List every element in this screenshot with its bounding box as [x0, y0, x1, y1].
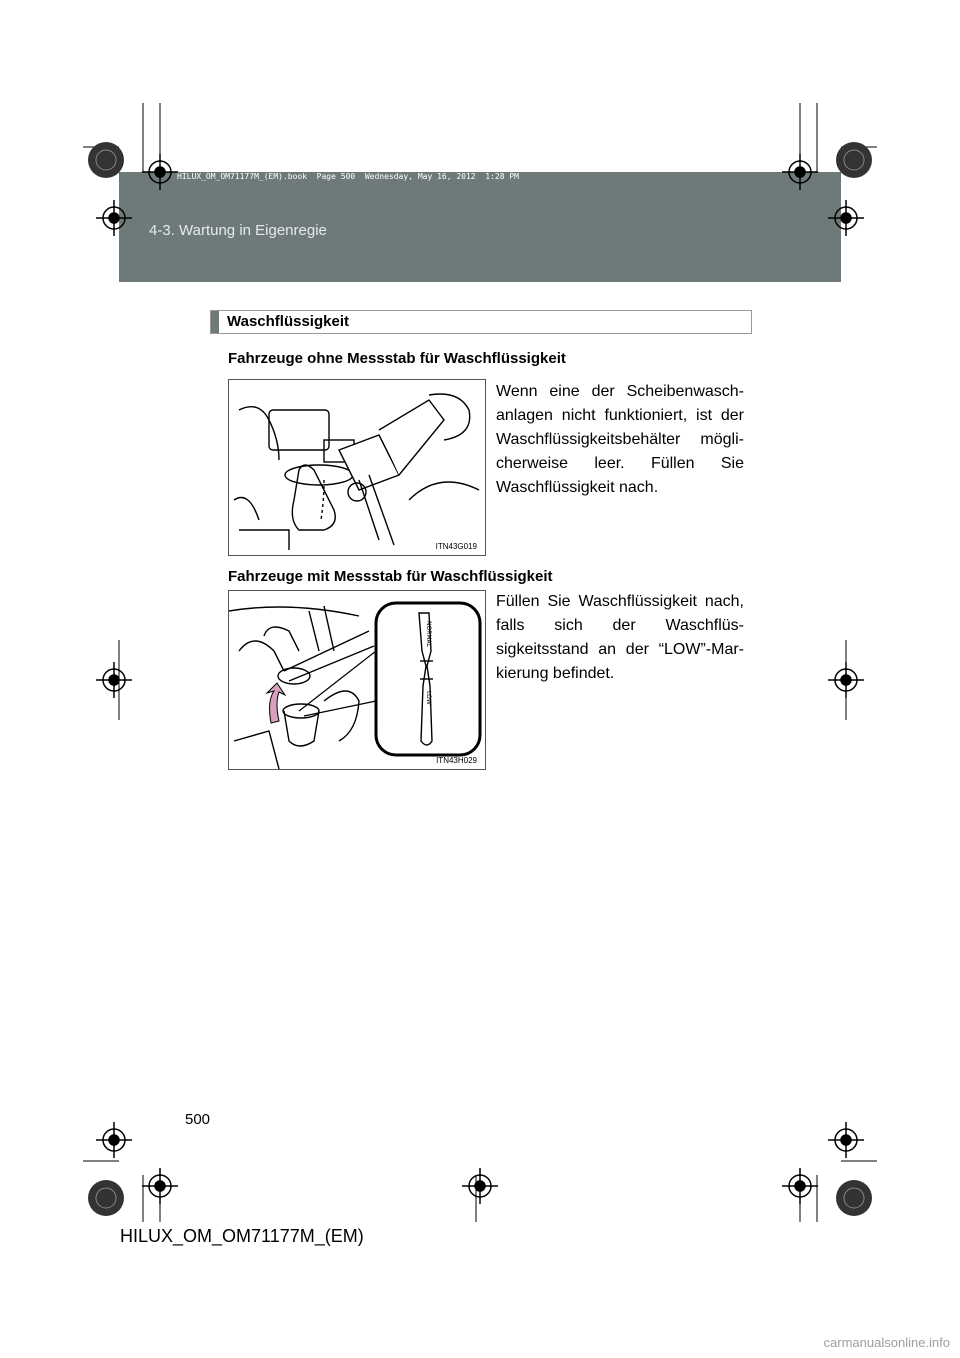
image-code: ITN43G019 [435, 542, 477, 551]
washer-funnel-drawing [229, 380, 485, 555]
document-code: HILUX_OM_OM71177M_(EM) [120, 1226, 364, 1246]
file-slug: HILUX_OM_OM71177M_(EM).book Page 500 Wednesday, May 16, 2012 1:28 PM [177, 172, 519, 181]
paragraph-with-dipstick: Füllen Sie Waschflüssigkeit nach, falls sich der Waschflüs-sigkeitsstand an der “LOW”-Mar-kierung befindet. [496, 593, 744, 682]
section-title: Waschflüssigkeit [227, 313, 349, 330]
watermark: carmanualsonline.info [823, 1335, 950, 1350]
paragraph-without-dipstick: Wenn eine der Scheibenwasch-anlagen nicht funktioniert, ist der Waschflüssigkeitsbehälter mögli-cherweise leer. Füllen Sie Waschflüssigkeit nach. [496, 383, 744, 496]
section-title-box [210, 310, 752, 334]
illustration-dipstick-check [228, 590, 486, 770]
title-accent-bar [211, 311, 219, 333]
dipstick-drawing [229, 591, 485, 769]
normal-label: NORMAL [425, 621, 432, 648]
image-code: ITN43H029 [436, 756, 477, 765]
subheading-without-dipstick: Fahrzeuge ohne Messstab für Waschflüssigkeit [228, 350, 566, 367]
illustration-filling-washer-fluid [228, 379, 486, 556]
low-label: LOW [425, 691, 432, 705]
page-number: 500 [185, 1111, 211, 1128]
section-breadcrumb: 4-3. Wartung in Eigenregie [149, 222, 327, 239]
subheading-with-dipstick: Fahrzeuge mit Messstab für Waschflüssigkeit [228, 568, 553, 585]
